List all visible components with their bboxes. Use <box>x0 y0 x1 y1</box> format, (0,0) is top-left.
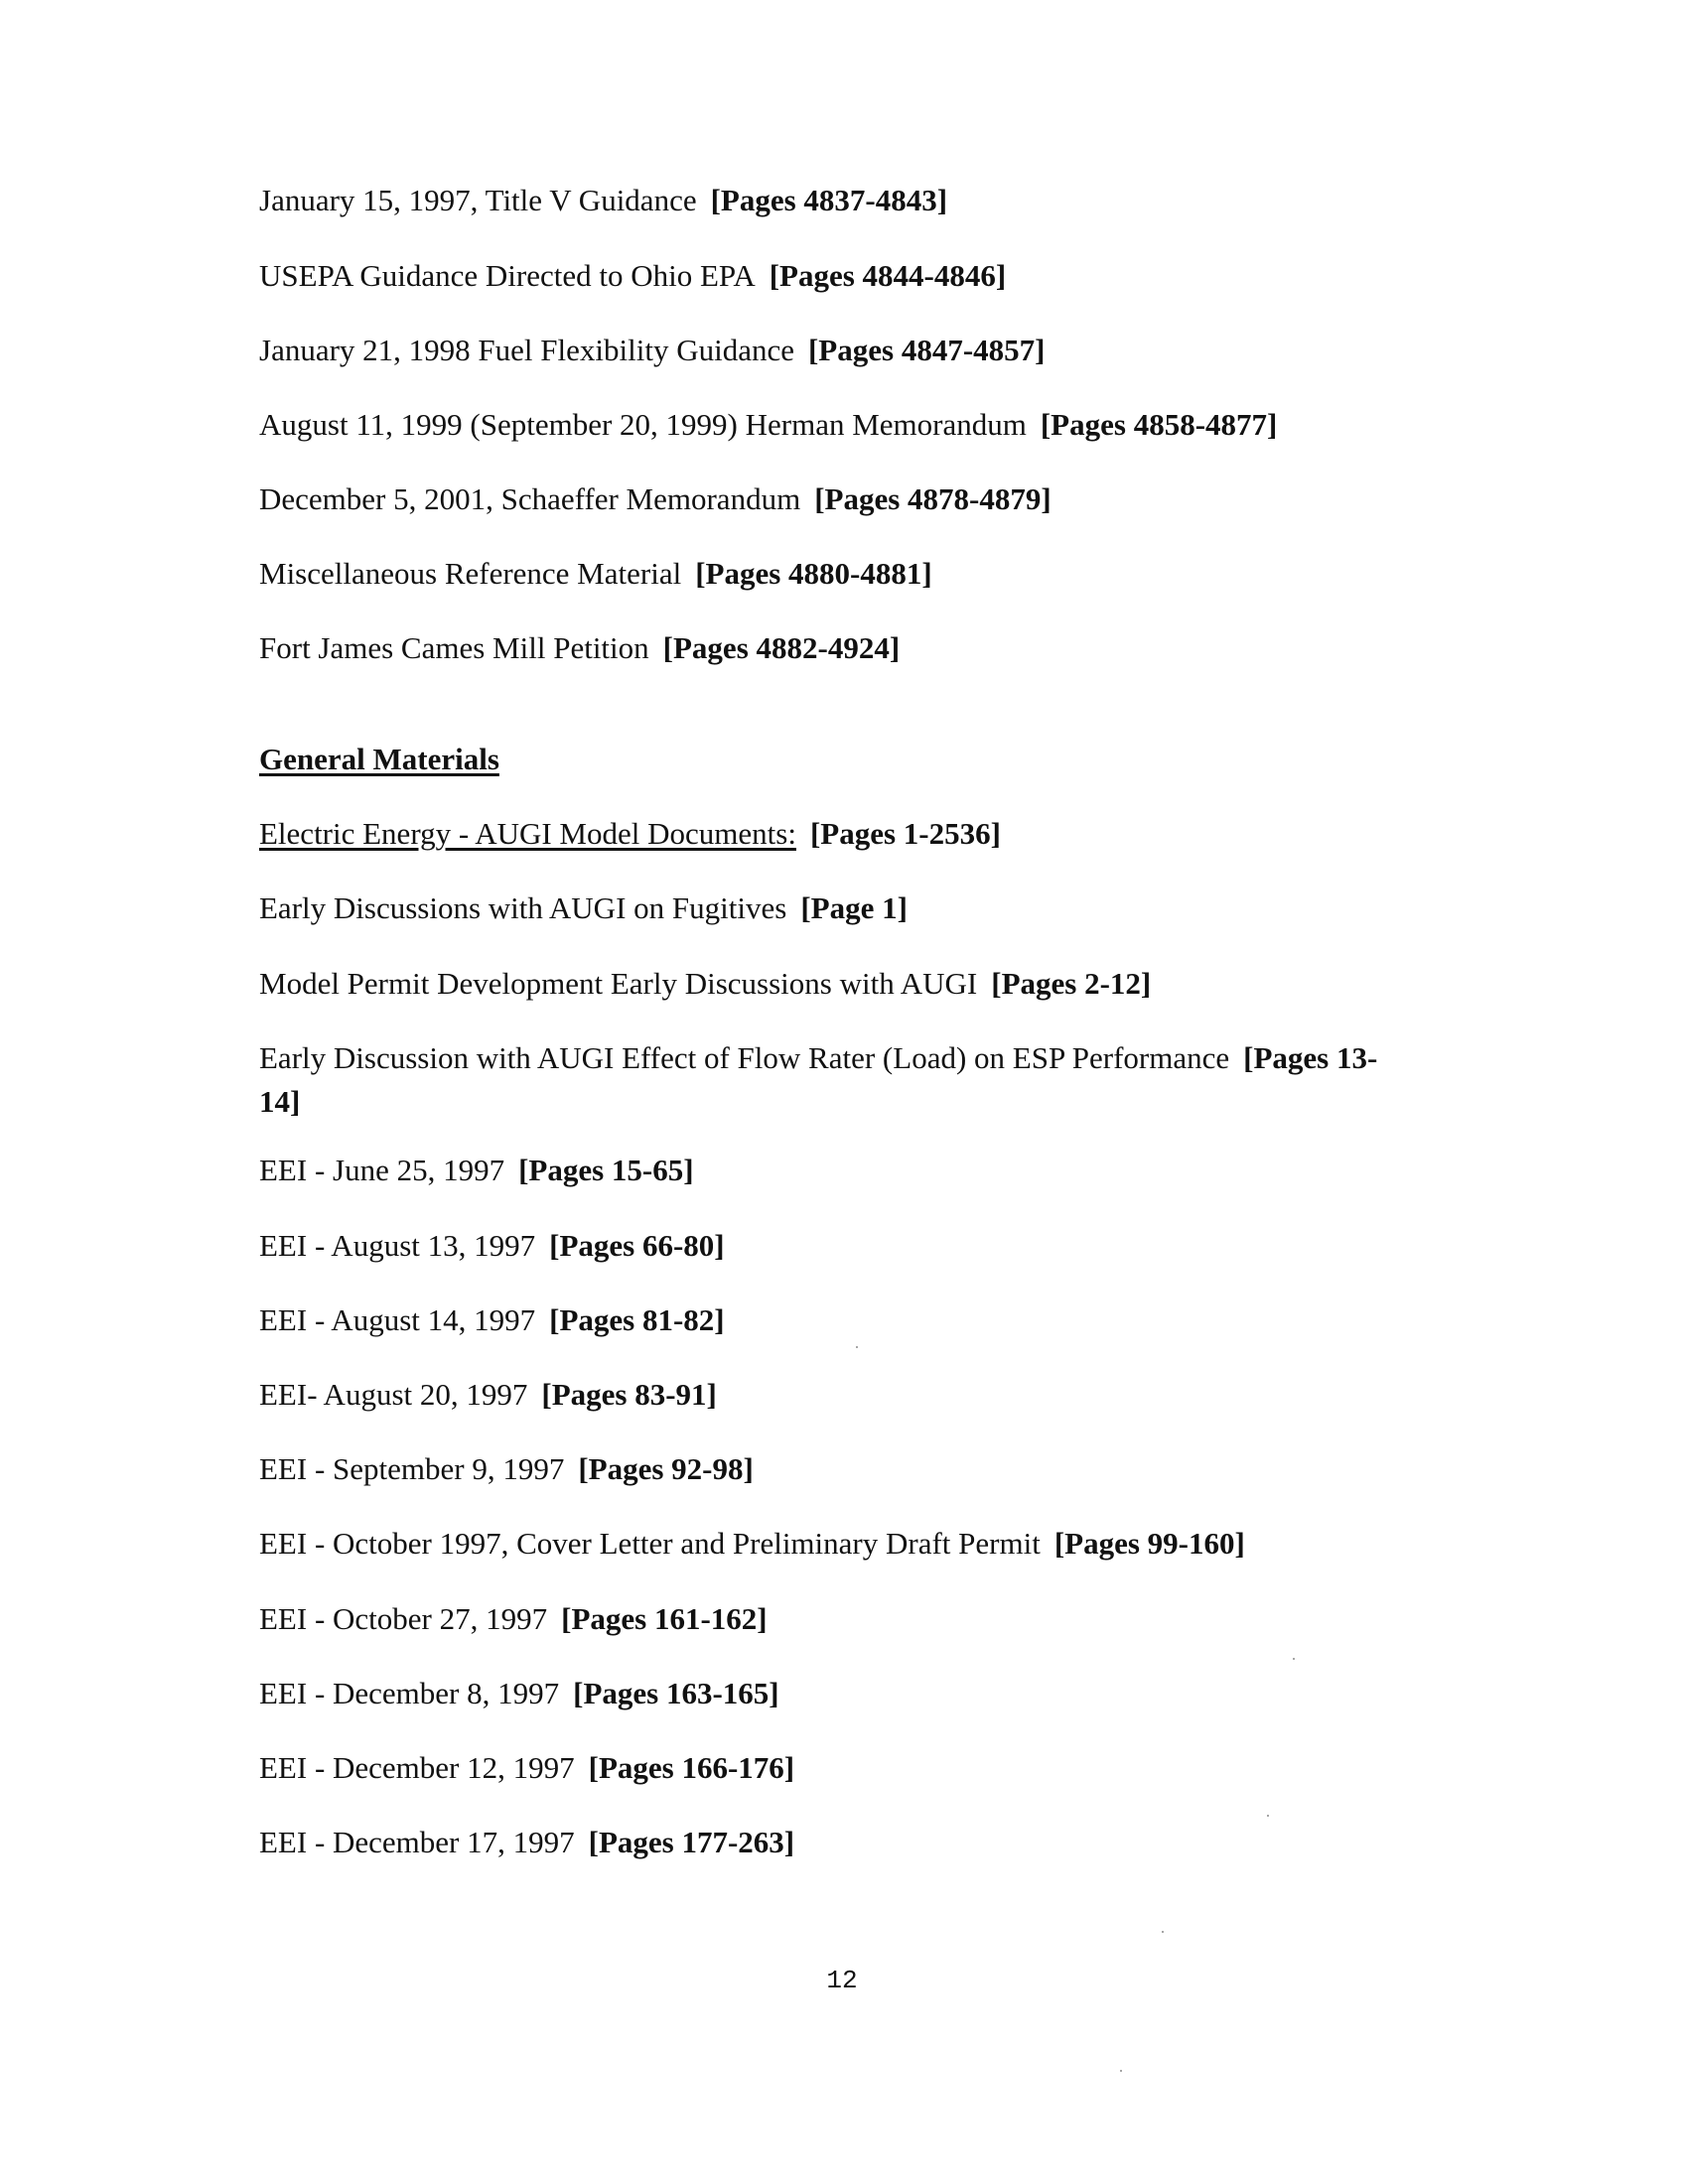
entry-pages: [Pages 13-14] <box>259 1040 1378 1119</box>
entry-pages: [Pages 92-98] <box>578 1451 754 1486</box>
entry-label: Early Discussion with AUGI Effect of Flow Rater (Load) on ESP Performance <box>259 1040 1230 1075</box>
entry-label: EEI - October 27, 1997 <box>259 1601 548 1636</box>
toc-entry <box>259 1821 1411 1864</box>
entry-label: August 11, 1999 (September 20, 1999) Herman Memorandum <box>259 407 1027 442</box>
scan-speck <box>1120 2070 1122 2072</box>
scan-speck <box>856 1346 858 1348</box>
toc-entry <box>259 1672 1411 1715</box>
entry-pages: [Pages 177-263] <box>588 1825 795 1859</box>
scan-speck <box>1267 1815 1269 1817</box>
entry-label: EEI - August 14, 1997 <box>259 1302 536 1337</box>
toc-entry <box>259 552 1411 596</box>
scan-speck <box>1162 1931 1164 1933</box>
entry-label: EEI - September 9, 1997 <box>259 1451 565 1486</box>
entry-pages: [Pages 81-82] <box>549 1302 725 1337</box>
entry-label: January 15, 1997, Title V Guidance <box>259 183 697 217</box>
entry-label: EEI - December 8, 1997 <box>259 1676 560 1710</box>
entry-pages: [Pages 161-162] <box>561 1601 768 1636</box>
entry-label: Model Permit Development Early Discussions with AUGI <box>259 966 978 1001</box>
subsection-entry <box>259 812 1411 856</box>
entry-pages: [Pages 66-80] <box>549 1228 725 1263</box>
entry-label: EEI - October 1997, Cover Letter and Preliminary Draft Permit <box>259 1526 1041 1561</box>
toc-entry <box>259 254 1411 298</box>
entry-pages: [Pages 163-165] <box>573 1676 779 1710</box>
toc-entry <box>259 626 1411 670</box>
subsection-label: Electric Energy - AUGI Model Documents: <box>259 816 796 851</box>
entry-label: Miscellaneous Reference Material <box>259 556 682 591</box>
entry-label: USEPA Guidance Directed to Ohio EPA <box>259 258 756 293</box>
toc-entry <box>259 1149 1411 1192</box>
entry-pages: [Pages 4858-4877] <box>1040 407 1278 442</box>
entry-label: EEI - December 17, 1997 <box>259 1825 575 1859</box>
toc-entry <box>259 1597 1411 1641</box>
entry-label: Fort James Cames Mill Petition <box>259 630 649 665</box>
toc-entry <box>259 1298 1411 1342</box>
toc-entry <box>259 179 1411 222</box>
entry-label: EEI - August 13, 1997 <box>259 1228 536 1263</box>
entry-pages: [Pages 4847-4857] <box>807 333 1046 367</box>
toc-entry <box>259 1522 1411 1566</box>
entry-pages: [Pages 4844-4846] <box>769 258 1007 293</box>
entry-pages: [Page 1] <box>800 890 908 925</box>
entry-pages: [Pages 4880-4881] <box>695 556 932 591</box>
entry-pages: [Pages 99-160] <box>1053 1526 1245 1561</box>
entry-label: EEI - December 12, 1997 <box>259 1750 575 1785</box>
toc-entry <box>259 887 1411 930</box>
entry-pages: [Pages 4878-4879] <box>814 481 1052 516</box>
toc-entry <box>259 403 1411 447</box>
scan-speck <box>1293 1658 1295 1660</box>
entry-pages: [Pages 166-176] <box>588 1750 795 1785</box>
entry-pages: [Pages 15-65] <box>518 1153 694 1187</box>
entry-pages: [Pages 2-12] <box>991 966 1152 1001</box>
toc-entry <box>259 329 1411 372</box>
entry-label: EEI - June 25, 1997 <box>259 1153 505 1187</box>
toc-entry <box>259 1373 1411 1417</box>
entry-pages: [Pages 83-91] <box>541 1377 717 1412</box>
toc-entry <box>259 478 1411 521</box>
toc-entry <box>259 1224 1411 1268</box>
entry-label: January 21, 1998 Fuel Flexibility Guidance <box>259 333 794 367</box>
entry-label: EEI- August 20, 1997 <box>259 1377 528 1412</box>
toc-entry <box>259 1746 1411 1790</box>
entry-pages: [Pages 4837-4843] <box>710 183 948 217</box>
section-heading: General Materials <box>259 742 499 776</box>
toc-entry <box>259 962 1411 1006</box>
toc-entry <box>259 1447 1411 1491</box>
entry-label: December 5, 2001, Schaeffer Memorandum <box>259 481 801 516</box>
toc-entry <box>259 1036 1411 1124</box>
page-number: 12 <box>826 1966 858 1995</box>
entry-pages: [Pages 4882-4924] <box>662 630 901 665</box>
subsection-pages: [Pages 1-2536] <box>809 816 1001 851</box>
entry-label: Early Discussions with AUGI on Fugitives <box>259 890 787 925</box>
